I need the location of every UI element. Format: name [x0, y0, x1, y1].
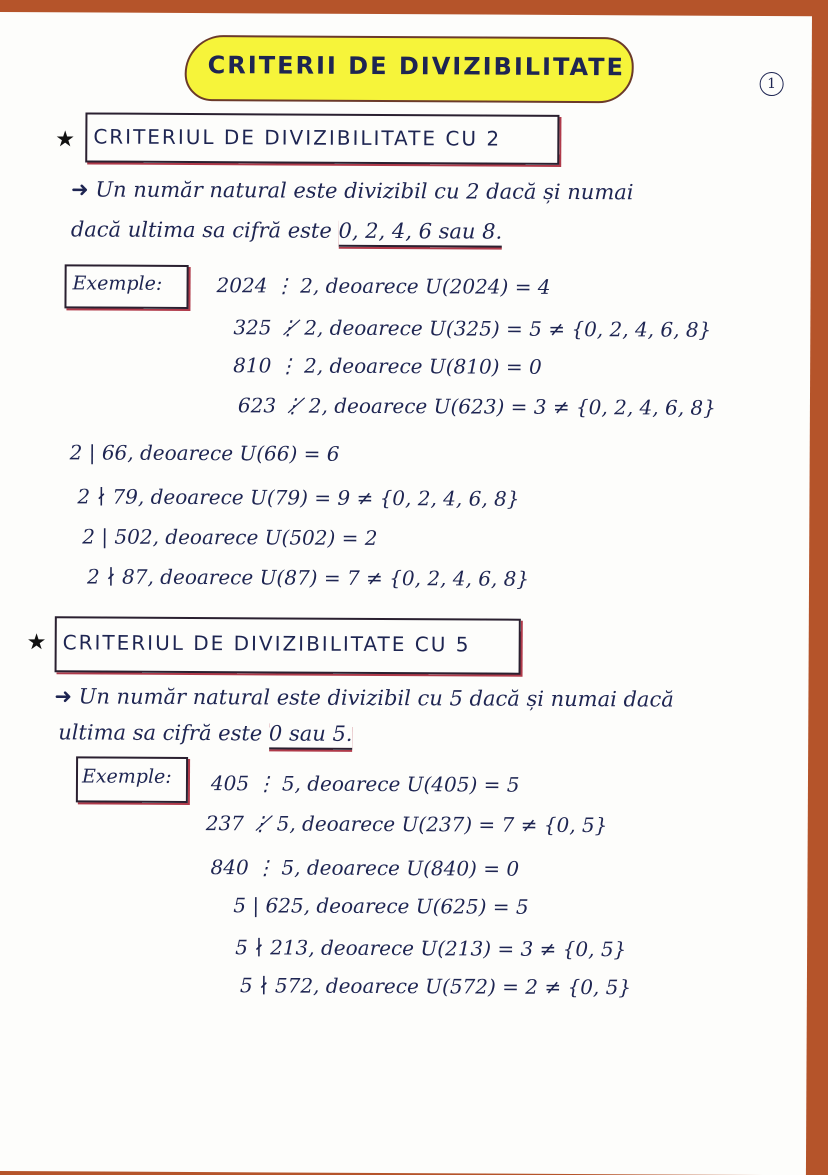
example: 623 ⋮̸ 2, deoarece U(623) = 3 ≠ {0, 2, 4, 6, 8}	[237, 393, 716, 420]
rule-highlight: 0 sau 5.	[269, 721, 353, 749]
examples-label: Exemple:	[72, 272, 163, 295]
example: 840 ⋮ 5, deoarece U(840) = 0	[210, 855, 520, 881]
rule-text-2	[58, 720, 352, 746]
arrow-icon: ➜	[54, 684, 79, 709]
rule-line: Un număr natural este divizibil cu 2 dacă și numai	[95, 177, 634, 205]
star-icon: ★	[55, 127, 76, 153]
rule-line: ultima sa cifră este	[58, 720, 270, 746]
rule-highlight: 0, 2, 4, 6 sau 8.	[338, 219, 502, 248]
example: 405 ⋮ 5, deoarece U(405) = 5	[210, 771, 520, 797]
examples-label: Exemple:	[81, 765, 172, 788]
example: 5 ∤ 572, deoarece U(572) = 2 ≠ {0, 5}	[239, 973, 632, 1000]
example: 5 | 625, deoarece U(625) = 5	[233, 893, 529, 919]
example: 810 ⋮ 2, deoarece U(810) = 0	[233, 353, 542, 379]
example: 2 ∤ 79, deoarece U(79) = 9 ≠ {0, 2, 4, 6, 8}	[77, 484, 520, 511]
rule-line: Un număr natural este divizibil cu 5 dacă și numai dacă	[78, 684, 674, 712]
example: 237 ⋮̸ 5, deoarece U(237) = 7 ≠ {0, 5}	[205, 811, 608, 838]
example: 2 | 66, deoarece U(66) = 6	[69, 440, 340, 466]
example: 325 ⋮̸ 2, deoarece U(325) = 5 ≠ {0, 2, 4, 6, 8}	[233, 315, 712, 342]
page-title: CRITERII DE DIVIZIBILITATE	[207, 51, 626, 82]
rule-text	[71, 177, 634, 204]
page-number: 1	[760, 72, 784, 96]
rule-text	[54, 684, 673, 711]
example: 2 | 502, deoarece U(502) = 2	[82, 524, 378, 550]
section-heading: CRITERIUL DE DIVIZIBILITATE CU 2	[93, 124, 502, 151]
example: 2024 ⋮ 2, deoarece U(2024) = 4	[216, 273, 551, 299]
section-heading: CRITERIUL DE DIVIZIBILITATE CU 5	[62, 630, 471, 657]
rule-line: dacă ultima sa cifră este	[70, 217, 339, 243]
notebook-page	[0, 12, 812, 1175]
example: 5 ∤ 213, deoarece U(213) = 3 ≠ {0, 5}	[235, 935, 627, 962]
arrow-icon: ➜	[71, 177, 96, 202]
rule-text-2	[71, 217, 502, 243]
example: 2 ∤ 87, deoarece U(87) = 7 ≠ {0, 2, 4, 6, 8}	[86, 564, 530, 591]
star-icon: ★	[26, 630, 47, 656]
